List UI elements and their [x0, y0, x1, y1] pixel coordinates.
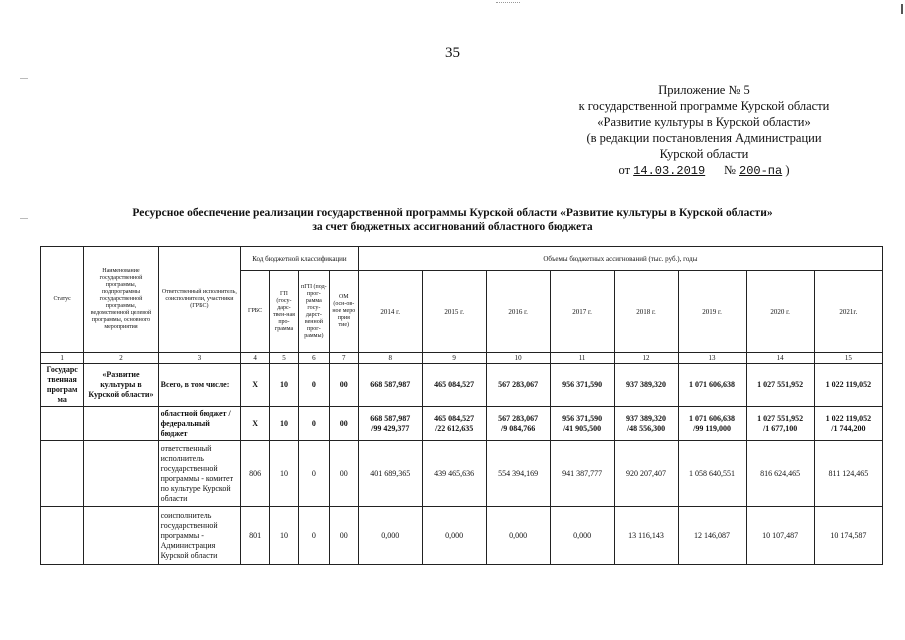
federal-amount-value: /1 677,100: [763, 423, 798, 433]
amount-cell: [614, 441, 678, 507]
resource-table: [40, 246, 883, 565]
amount-value: 0,000: [573, 530, 592, 540]
name-cell: [84, 407, 158, 441]
date-prefix: от: [618, 163, 631, 177]
document-title: [0, 206, 905, 234]
amount-cell: [422, 364, 486, 407]
grbs-cell: [241, 507, 270, 565]
amount-cell: [814, 364, 882, 407]
om-cell-text: 00: [339, 418, 348, 428]
grbs-cell: [241, 441, 270, 507]
pgp-cell: [298, 507, 329, 565]
column-number: 1: [41, 353, 84, 364]
amount-value: 668 587,987: [370, 413, 411, 423]
pgp-cell: [298, 364, 329, 407]
om-cell: [329, 441, 358, 507]
amount-value: 1 071 606,638: [689, 380, 736, 389]
appendix-line: «Развитие культуры в Курской области»: [597, 115, 811, 129]
amount-value: 465 084,527: [434, 413, 475, 423]
amount-value: 1 027 551,952: [757, 413, 804, 423]
amount-cell: [358, 441, 422, 507]
amount-cell: [814, 441, 882, 507]
header-om: ОМ (осн-ов-ное меро прия тие): [329, 271, 358, 353]
amount-value: 937 389,320: [626, 413, 667, 423]
amount-value: 401 689,365: [370, 468, 411, 478]
status-cell: [41, 441, 84, 507]
amount-value: 920 207,407: [626, 468, 667, 478]
amount-cell: [746, 407, 814, 441]
header-executor: Ответственный исполнитель, соисполнители, участники (ГРБС): [158, 247, 241, 353]
amount-value: 1 022 119,052: [825, 413, 872, 423]
pgp-cell-text: 0: [311, 468, 316, 478]
column-number: 9: [422, 353, 486, 364]
federal-amount-value: /1 744,200: [831, 423, 866, 433]
pgp-cell: [298, 441, 329, 507]
federal-amount-value: /9 084,766: [501, 423, 536, 433]
gp-cell-text: 10: [279, 468, 288, 478]
amount-cell: [814, 407, 882, 441]
om-cell-text: 00: [339, 380, 348, 389]
header-year: 2021г.: [814, 271, 882, 353]
column-number: 10: [486, 353, 550, 364]
amount-cell: [614, 507, 678, 565]
scan-dots: [496, 2, 520, 4]
grbs-cell-text: X: [252, 418, 258, 428]
header-grbs: ГРБС: [241, 271, 270, 353]
pgp-cell: [298, 407, 329, 441]
amount-cell: [814, 507, 882, 565]
om-cell-text: 00: [339, 468, 348, 478]
appendix-block: [539, 82, 869, 179]
amount-cell: [678, 364, 746, 407]
grbs-cell-text: 806: [249, 468, 262, 478]
pgp-cell-text: 0: [311, 418, 316, 428]
gp-cell: [270, 364, 299, 407]
executor-cell: [158, 364, 241, 407]
table-body: [41, 364, 883, 565]
amount-cell: [358, 364, 422, 407]
pgp-cell-text: 0: [311, 530, 316, 540]
amount-cell: [678, 507, 746, 565]
amount-cell: [358, 407, 422, 441]
amount-cell: [678, 407, 746, 441]
document-date: 14.03.2019: [633, 164, 706, 178]
closing-paren: ): [785, 163, 790, 177]
amount-cell: [486, 364, 550, 407]
appendix-line: к государственной программе Курской области: [578, 99, 830, 113]
header-amounts: Объемы бюджетных ассигнований (тыс. руб.), годы: [358, 247, 882, 271]
grbs-cell-text: 801: [249, 530, 262, 540]
title-line: за счет бюджетных ассигнований областного бюджета: [312, 221, 593, 233]
amount-cell: [678, 441, 746, 507]
amount-cell: [550, 364, 614, 407]
amount-value: 816 624,465: [760, 468, 801, 478]
header-year: 2018 г.: [614, 271, 678, 353]
appendix-line: Приложение № 5: [658, 83, 750, 97]
amount-value: 1 071 606,638: [689, 413, 736, 423]
column-number: 14: [746, 353, 814, 364]
header-year: 2014 г.: [358, 271, 422, 353]
amount-cell: [422, 407, 486, 441]
amount-value: 937 389,320: [626, 380, 667, 389]
amount-cell: [746, 364, 814, 407]
header-year: 2019 г.: [678, 271, 746, 353]
amount-cell: [422, 441, 486, 507]
amount-value: 0,000: [381, 530, 400, 540]
scan-edge-mark: [901, 4, 903, 14]
title-line: Ресурсное обеспечение реализации государственной программы Курской области «Развитие культуры в Курской области»: [132, 207, 773, 219]
amount-cell: [550, 441, 614, 507]
amount-cell: [486, 407, 550, 441]
column-number: 2: [84, 353, 158, 364]
amount-cell: [486, 441, 550, 507]
name-cell: [84, 507, 158, 565]
status-cell: [41, 507, 84, 565]
gp-cell-text: 10: [279, 530, 288, 540]
executor-cell-text: Всего, в том числе:: [160, 380, 230, 389]
gp-cell-text: 10: [279, 418, 288, 428]
gp-cell: [270, 441, 299, 507]
amount-value: 10 174,587: [830, 530, 867, 540]
name-cell-text: «Развитие культуры в Курской области»: [88, 370, 154, 399]
amount-value: 811 124,465: [828, 468, 869, 478]
column-number: 13: [678, 353, 746, 364]
pgp-cell-text: 0: [311, 380, 316, 389]
header-budget-code: Код бюджетной классификации: [241, 247, 359, 271]
amount-cell: [746, 507, 814, 565]
document-number: 200-па: [739, 164, 783, 178]
amount-value: 0,000: [509, 530, 528, 540]
amount-value: 465 084,527: [434, 380, 475, 389]
grbs-cell: [241, 364, 270, 407]
executor-cell-text: областной бюджет /федеральный бюджет: [160, 408, 231, 438]
number-prefix: №: [723, 163, 736, 177]
amount-cell: [358, 507, 422, 565]
column-number: 5: [270, 353, 299, 364]
om-cell-text: 00: [339, 530, 348, 540]
amount-value: 554 394,169: [498, 468, 539, 478]
amount-cell: [422, 507, 486, 565]
scan-tick: [20, 78, 28, 79]
table-row: [41, 407, 883, 441]
column-number: 12: [614, 353, 678, 364]
table-row: [41, 441, 883, 507]
column-number: 8: [358, 353, 422, 364]
amount-cell: [746, 441, 814, 507]
federal-amount-value: /99 119,000: [693, 423, 731, 433]
column-number: 7: [329, 353, 358, 364]
amount-value: 439 465,636: [434, 468, 475, 478]
grbs-cell-text: X: [252, 380, 258, 389]
amount-value: 1 058 640,551: [689, 468, 736, 478]
executor-cell: [158, 407, 241, 441]
appendix-date-line: [539, 162, 869, 179]
column-number: 3: [158, 353, 241, 364]
amount-value: 12 146,087: [694, 530, 731, 540]
executor-cell-text: ответственный исполнитель государственной программы - комитет по культуре Курской области: [160, 443, 234, 503]
name-cell: [84, 364, 158, 407]
name-cell: [84, 441, 158, 507]
om-cell: [329, 507, 358, 565]
amount-cell: [486, 507, 550, 565]
amount-value: 10 107,487: [762, 530, 799, 540]
amount-cell: [614, 407, 678, 441]
header-year: 2015 г.: [422, 271, 486, 353]
column-number: 6: [298, 353, 329, 364]
federal-amount-value: /99 429,377: [371, 423, 410, 433]
federal-amount-value: /22 612,635: [435, 423, 474, 433]
amount-value: 567 283,067: [498, 413, 539, 423]
amount-value: 1 022 119,052: [825, 380, 872, 389]
header-year: 2016 г.: [486, 271, 550, 353]
status-cell: [41, 407, 84, 441]
header-pgp: пГП (под-прог-рамма госу-дарст-венной прог-раммы): [298, 271, 329, 353]
amount-value: 13 116,143: [628, 530, 664, 540]
amount-cell: [614, 364, 678, 407]
table-row: [41, 507, 883, 565]
gp-cell: [270, 407, 299, 441]
grbs-cell: [241, 407, 270, 441]
column-number: 11: [550, 353, 614, 364]
column-number: 15: [814, 353, 882, 364]
table-row: [41, 364, 883, 407]
executor-cell-text: соисполнитель государственной программы - Администрация Курской области: [160, 510, 218, 560]
amount-cell: [550, 507, 614, 565]
amount-cell: [550, 407, 614, 441]
gp-cell: [270, 507, 299, 565]
om-cell: [329, 407, 358, 441]
amount-value: 668 587,987: [370, 380, 411, 389]
om-cell: [329, 364, 358, 407]
federal-amount-value: /48 556,300: [626, 423, 666, 433]
header-name: Наименование государственной программы, подпрограммы государственной программы, ведомственной целевой программы, основного мероприятия: [84, 247, 158, 353]
amount-value: 0,000: [445, 530, 464, 540]
amount-value: 1 027 551,952: [757, 380, 804, 389]
status-cell: [41, 364, 84, 407]
gp-cell-text: 10: [279, 380, 288, 389]
appendix-line: Курской области: [659, 147, 749, 161]
amount-value: 567 283,067: [498, 380, 539, 389]
amount-value: 956 371,590: [562, 413, 603, 423]
header-status: Статус: [41, 247, 84, 353]
status-cell-text: Государс твенная програм ма: [46, 365, 78, 404]
header-year: 2017 г.: [550, 271, 614, 353]
executor-cell: [158, 507, 241, 565]
column-number: 4: [241, 353, 270, 364]
amount-value: 956 371,590: [562, 380, 603, 389]
executor-cell: [158, 441, 241, 507]
page-number: 35: [445, 45, 460, 61]
amount-value: 941 387,777: [562, 468, 603, 478]
appendix-line: (в редакции постановления Администрации: [586, 131, 822, 145]
federal-amount-value: /41 905,500: [562, 423, 602, 433]
header-year: 2020 г.: [746, 271, 814, 353]
header-gp: ГП (госу-дарс-твен-ная про-грамма: [270, 271, 299, 353]
